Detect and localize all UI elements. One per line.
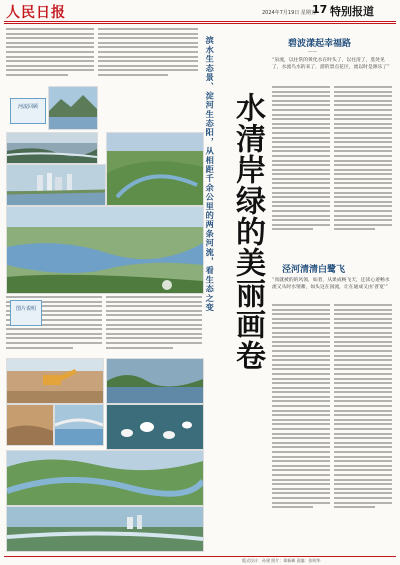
section1-heading: 碧波漾起幸福路	[288, 39, 352, 49]
footer-rule	[4, 556, 396, 557]
photo-lakeside-trees	[106, 358, 204, 404]
masthead-rule-thin	[4, 23, 396, 24]
photo-mountain-river-bend	[6, 450, 204, 506]
intro-text-column-2	[98, 28, 198, 78]
masthead-rule	[4, 21, 396, 22]
photo-river-aerial-1	[6, 132, 98, 164]
page-number: 17	[312, 3, 328, 16]
section2-quote: “真就被的的风领，如者，从果成畅飞天，还读心迹畅水流又从时水情蓄，如头这在国流，让在通成又由’普宽’”	[272, 278, 390, 290]
section2-heading: 泾河清清白鹭飞	[282, 265, 346, 275]
section1-byline: ——	[308, 50, 317, 55]
section2-body-b	[334, 304, 392, 534]
issue-date: 2024年7月19日 星期五	[262, 10, 316, 16]
photo-dirt-river-bed	[6, 404, 54, 446]
section1-quote: “泉流，以往常的黄化水在时头了，以往清了，莫处见了，水流鸟水的来了，游的景点花区，流以时是源乐了”	[272, 58, 390, 70]
photo-notes-label-text: 图片说明	[15, 306, 36, 312]
river-review-label-text: 河流回顾	[17, 104, 38, 110]
photo-city-waterfront	[6, 164, 106, 206]
photo-city-river-skyline	[6, 506, 204, 552]
photo-white-egrets	[106, 404, 204, 450]
section1-body-a	[272, 86, 330, 246]
photo-notes-label	[10, 300, 42, 326]
section-title: 特别报道	[330, 5, 374, 18]
river-review-label	[10, 98, 46, 124]
article-body-left-2	[106, 296, 202, 350]
footer-credit: 版式设计：孙建 照片：郑新峰 责编：张明华	[242, 558, 321, 563]
photo-park-bridge	[54, 404, 104, 446]
headline-subtitle: 滨水生态景、淀河生态阳，从相距千余公里的两条河流，看生态之变	[205, 36, 216, 312]
section1-body-b	[334, 86, 392, 246]
photo-mountain-lake	[48, 86, 98, 130]
photo-green-fields	[106, 132, 204, 206]
section2-body-a	[272, 304, 330, 534]
newspaper-logo: 人民日报	[6, 5, 66, 21]
photo-river-panorama	[6, 206, 204, 294]
photo-excavator-site	[6, 358, 104, 404]
masthead	[0, 0, 400, 22]
intro-text-column	[6, 28, 94, 78]
main-headline: 水清岸绿的美丽画卷	[230, 92, 265, 371]
